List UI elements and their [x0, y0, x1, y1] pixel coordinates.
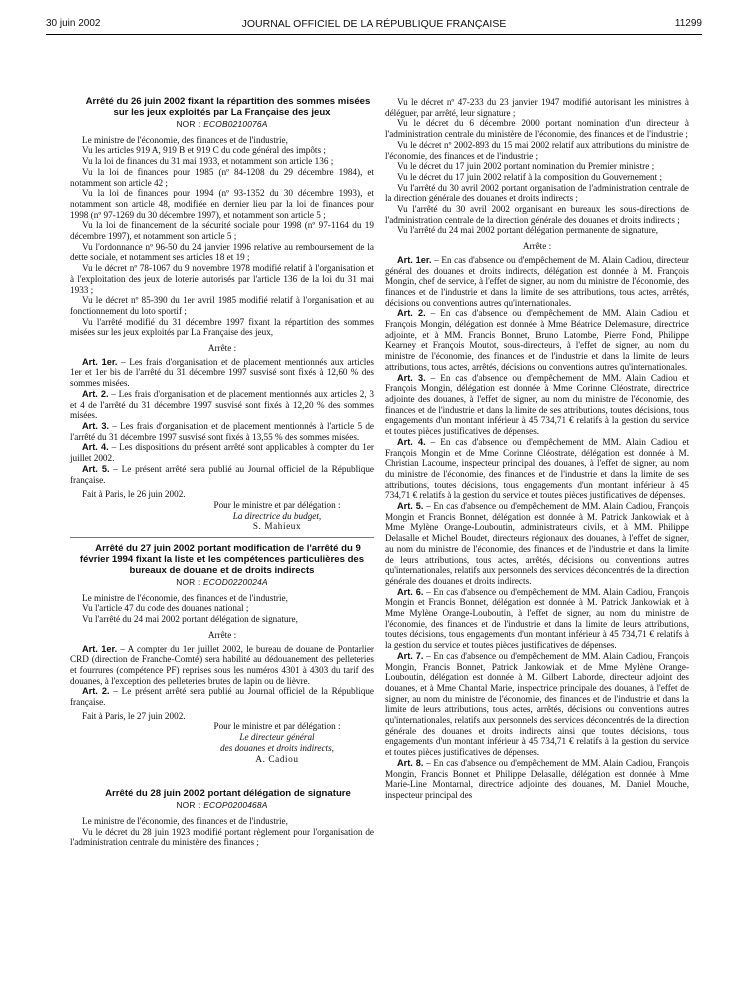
signature-line [180, 743, 374, 754]
signature-role: Le directeur général [239, 732, 315, 743]
nor-code: ECOD0220024A [203, 577, 268, 588]
article-text: – En cas d'absence ou d'empêchement de MM. Alain Cadiou et François Mongin et de Mme Corinne Cléostrate, délégation est donnée à M. Christian Lacoume, inspecteur principal des douanes, à l'effet de signer, au nom du ministre de l'économie, des finances et de l'industrie et dans la limite de ses attributions, toutes décisions, tous engagements d'un montant inférieur à 45 734,71 € relatifs à la gestion du service et toutes pièces justificatives de dépenses. [385, 436, 690, 501]
article-text: – En cas d'absence ou d'empêchement de MM. Alain Cadiou, François Mongin, Francis Bonnet, Patrick Jankowiak et de Mme Mylène Orange-Louboutin, délégation est donnée à M. Gilbert Laborde, directeur adjoint des douanes, et à Mme Chantal Marie, inspectrice principale des douanes, à l'effet de signer, au nom du ministre de l'économie, des finances et de l'industrie et dans la limite de leurs attributions, tous actes, arrêtés, décisions ou conventions autres qu'internationales, relatifs aux personnels des services déconcentrés de la direction générale des douanes et droits indirects ainsi que toutes décisions, tous engagements d'un montant inférieur à 45 734,71 € relatifs à la gestion du service et toutes pièces justificatives de dépenses. [385, 650, 689, 758]
visa: Vu l'arrêté du 30 avril 2002 organisant en bureaux les sous-directions de l'administration centrale de la direction générale des douanes et droits indirects ; [385, 204, 689, 225]
article-number: Art. 3. [397, 372, 426, 383]
article-text: – En cas d'absence ou d'empêchement de MM. Alain Cadiou et François Mongin, délégation est donnée à Mme Béatrice Delemasure, directrice adjointe, et à MM. Francis Bonnet, Bruno Latombe, Pierre Fond, Philippe Kearney et François Moutot, sous-directeurs, à l'effet de signer, au nom du ministre de l'économie, des finances et de l'industrie et dans la limite de leurs attributions, tous actes, arrêtés, décisions ou conventions autres qu'internationales. [385, 308, 690, 372]
article-number: Art. 8. [397, 757, 424, 768]
article [385, 651, 689, 758]
article [70, 686, 374, 707]
article [70, 464, 374, 485]
signature-line: Pour le ministre et par délégation : [213, 499, 341, 510]
article-text: – En cas d'absence ou d'empêchement de MM. Alain Cadiou et François Mongin, délégation est donnée à Mme Corinne Cléostrate, directrice adjointe des douanes, à l'effet de signer, au nom du ministre de l'économie, des finances et de l'industrie et dans la limite de ses attributions, toutes décisions, tous engagements d'un montant inférieur à 45 734,71 € relatifs à la gestion du service et toutes pièces justificatives de dépenses. [385, 372, 690, 437]
article-number: Art. 5. [82, 463, 110, 474]
signature-role: des douanes et droits indirects, [220, 742, 334, 753]
visa: Vu le décret du 6 décembre 2000 portant nomination d'un directeur à l'administration centrale du ministère de l'économie, des finances et de l'industrie ; [385, 118, 689, 140]
section-divider [70, 537, 374, 538]
arrete-1-nor [70, 119, 374, 130]
visa: Vu le décret nº 78-1067 du 9 novembre 1978 modifié relatif à l'organisation et à l'exploitation des jeux de loterie autorisés par l'article 136 de la loi du 31 mai 1933 ; [70, 263, 374, 295]
nor-label: NOR : [176, 800, 204, 811]
article-text: – A compter du 1er juillet 2002, le bureau de douane de Pontarlier CRD (direction de Franche-Comté) sera habilité au dédouanement des pelleteries et fourrures (compétence PF) reprises sous les numéros 4301 à 4303 du tarif des douanes, à l'exception des pelleteries brutes de lapin ou de lièvre. [70, 643, 374, 686]
visa: Vu la loi de finances du 31 mai 1933, et notamment son article 136 ; [82, 156, 334, 167]
nor-label: NOR : [176, 119, 204, 129]
arrete-1-title: Arrêté du 26 juin 2002 fixant la répartition des sommes misées sur les jeux exploités par La Française des jeux [85, 96, 371, 118]
visa: Vu la loi de finances pour 1985 (nº 84-1208 du 29 décembre 1984), et notamment son article 42 ; [70, 166, 374, 188]
article-number: Art. 7. [397, 650, 424, 661]
article [385, 373, 689, 437]
signature-block [180, 500, 374, 532]
article-number: Art. 4. [397, 436, 426, 447]
article-number: Art. 2. [82, 686, 110, 697]
article-number: Art. 1er. [82, 643, 118, 654]
signature-name: S. Mahieux [252, 521, 302, 532]
done-at: Fait à Paris, le 27 juin 2002. [82, 710, 186, 721]
visa: Vu le décret nº 85-390 du 1er avril 1985 modifié relatif à l'organisation et au fonctionnement du loto sportif ; [70, 295, 374, 316]
visa: Vu l'arrêté du 24 mai 2002 portant délégation permanente de signature, [397, 225, 659, 236]
article [70, 357, 374, 389]
arrete-2-nor [70, 577, 374, 588]
article [385, 501, 689, 587]
header-date: 30 juin 2002 [46, 18, 101, 29]
visa: Vu la loi de finances pour 1994 (nº 93-1352 du 30 décembre 1993), et notamment son article 48, modifiée en dernier lieu par la loi de finances pour 1998 (nº 97-1269 du 30 décembre 1997), et notamment son article 5 ; [70, 188, 374, 220]
nor-code: ECOB0210076A [203, 119, 268, 129]
visa: Le ministre de l'économie, des finances et de l'industrie, [82, 815, 288, 826]
visa: Vu l'article 47 du code des douanes national ; [82, 603, 249, 614]
article-text: – Le présent arrêté sera publié au Journal officiel de la République française. [70, 686, 374, 708]
article [385, 308, 689, 372]
arrete-label: Arrête : [207, 343, 237, 354]
visa: Vu l'ordonnance nº 96-50 du 24 janvier 1996 relative au remboursement de la dette sociale, et notamment ses articles 18 et 19 ; [70, 241, 374, 263]
visa: Vu l'arrêté modifié du 31 décembre 1997 fixant la répartition des sommes misées sur les jeux exploités par La Française des jeux, [70, 316, 374, 338]
nor-code: ECOP0200468A [203, 800, 268, 811]
signature-name: A. Cadiou [255, 753, 299, 764]
article-text: – En cas d'absence ou d'empêchement de M. Alain Cadiou, directeur général des douanes et droits indirects, délégation est donnée à M. François Mongin, chef de service, à l'effet de signer, au nom du ministre de l'économie, des finances et de l'industrie et dans la limite de ses attributions, tous actes, arrêtés, décisions ou conventions autres qu'internationales. [385, 254, 689, 308]
visa: Vu les articles 919 A, 919 B et 919 C du code général des impôts ; [82, 145, 326, 156]
visa: Vu l'arrêté du 30 avril 2002 portant organisation de l'administration centrale de la direction générale des douanes et droits indirects ; [385, 182, 689, 204]
article [385, 255, 689, 309]
article [70, 442, 374, 463]
visa: Vu le décret du 28 juin 1923 modifié portant règlement pour l'organisation de l'administration centrale du ministère des finances ; [70, 826, 374, 848]
nor-label: NOR : [176, 577, 203, 588]
arrete-label: Arrête : [207, 629, 237, 640]
article [385, 437, 689, 501]
article-text: – Les frais d'organisation et de placement mentionnés aux articles 1er et 1er bis de l'arrêté du 31 décembre 1997 susvisé sont fixés à 12,60 % des sommes misées. [70, 356, 374, 389]
visa: Vu le décret nº 47-233 du 23 janvier 1947 modifié autorisant les ministres à déléguer, par arrêté, leur signature ; [385, 97, 689, 118]
article-text: – En cas d'absence ou d'empêchement de MM. Alain Cadiou, François Mongin et Francis Bonnet, délégation est donnée à M. Patrick Jankowiak et à Mme Mylène Orange-Louboutin, à l'effet de signer, au nom du ministre de l'économie, des finances et de l'industrie et dans la limite de leurs attributions, toutes décisions, tous engagements d'un montant inférieur à 45 734,71 € relatifs à la gestion du service et toutes pièces justificatives de dépenses. [385, 586, 689, 651]
article [70, 421, 374, 442]
left-column [70, 96, 374, 848]
signature-role: La directrice du budget, [232, 510, 322, 521]
page-number: 11299 [674, 18, 702, 29]
article-text: – Les dispositions du présent arrêté sont applicables à compter du 1er juillet 2002. [70, 442, 374, 464]
article-text: – Les frais d'organisation et de placement mentionnés à l'article 5 de l'arrêté du 31 décembre 1997 susvisé sont fixés à 13,55 % des sommes misées. [70, 420, 374, 442]
article [385, 758, 689, 801]
visa: Vu la loi de financement de la sécurité sociale pour 1998 (nº 97-1164 du 19 décembre 1997), et notamment son article 5 ; [70, 220, 374, 242]
right-column [385, 97, 689, 801]
visa: Le ministre de l'économie, des finances et de l'industrie, [82, 592, 288, 603]
signature-line [180, 511, 374, 522]
article-number: Art. 2. [82, 388, 109, 399]
article-number: Art. 1er. [82, 356, 118, 367]
article-number: Art. 4. [82, 442, 109, 453]
article-number: Art. 6. [397, 586, 424, 597]
article-text: – En cas d'absence ou d'empêchement de MM. Alain Cadiou, François Mongin, Francis Bonnet et Philippe Delasalle, délégation est donnée à Mme Marie-Line Montarnal, directrice adjointe des douanes, M. Daniel Mouche, inspecteur principal des [385, 757, 689, 800]
signature-line: Pour le ministre et par délégation : [213, 721, 341, 732]
page-header [46, 16, 702, 32]
visa: Vu le décret du 17 juin 2002 relatif à la composition du Gouvernement ; [397, 171, 663, 182]
arrete-2-title: Arrêté du 27 juin 2002 portant modification de l'arrêté du 9 février 1994 fixant la liste et les compétences particulières des bureaux de douane et de droits indirects [79, 543, 365, 577]
article-text: – Les frais d'organisation et de placement mentionnés aux articles 2, 3 et 4 de l'arrêté du 31 décembre 1997 susvisé sont fixés à 12,20 % des sommes misées. [70, 388, 374, 421]
article [70, 644, 374, 687]
spacer [70, 764, 374, 788]
done-at: Fait à Paris, le 26 juin 2002. [82, 489, 186, 500]
visa: Vu le décret nº 2002-893 du 15 mai 2002 relatif aux attributions du ministre de l'économie, des finances et de l'industrie ; [385, 139, 689, 161]
visa: Vu l'arrêté du 24 mai 2002 portant délégation de signature, [82, 614, 298, 625]
arrete-3-nor [70, 800, 374, 811]
article-number: Art. 3. [82, 420, 110, 431]
arrete-label: Arrête : [522, 241, 552, 252]
article-number: Art. 5. [397, 501, 424, 512]
visa: Le ministre de l'économie, des finances et de l'industrie, [82, 134, 288, 145]
article-text: – Le présent arrêté sera publié au Journal officiel de la République française. [70, 463, 374, 485]
article-number: Art. 1er. [397, 254, 432, 265]
header-rule [46, 34, 702, 35]
article-number: Art. 2. [397, 308, 426, 319]
signature-block [180, 721, 374, 764]
article [70, 389, 374, 421]
visa: Vu le décret du 17 juin 2002 portant nomination du Premier ministre ; [397, 161, 655, 172]
article [385, 587, 689, 651]
signature-line [180, 732, 374, 743]
journal-title: JOURNAL OFFICIEL DE LA RÉPUBLIQUE FRANÇAISE [241, 18, 507, 30]
article-text: – En cas d'absence ou d'empêchement de MM. Alain Cadiou, François Mongin et Francis Bonnet, délégation est donnée à M. Patrick Jankowiak et à Mme Mylène Orange-Louboutin, administrateurs civils, et à MM. Philippe Delasalle et Michel Boudet, directeurs régionaux des douanes, à l'effet de signer, au nom du ministre de l'économie, des finances et de l'industrie et dans la limite de leurs attributions, tous actes, arrêtés, décisions ou conventions autres qu'internationales, relatifs aux personnels des services déconcentrés de la direction générale des douanes et droits indirects. [385, 501, 689, 586]
arrete-3-title: Arrêté du 28 juin 2002 portant délégation de signature [105, 788, 351, 800]
